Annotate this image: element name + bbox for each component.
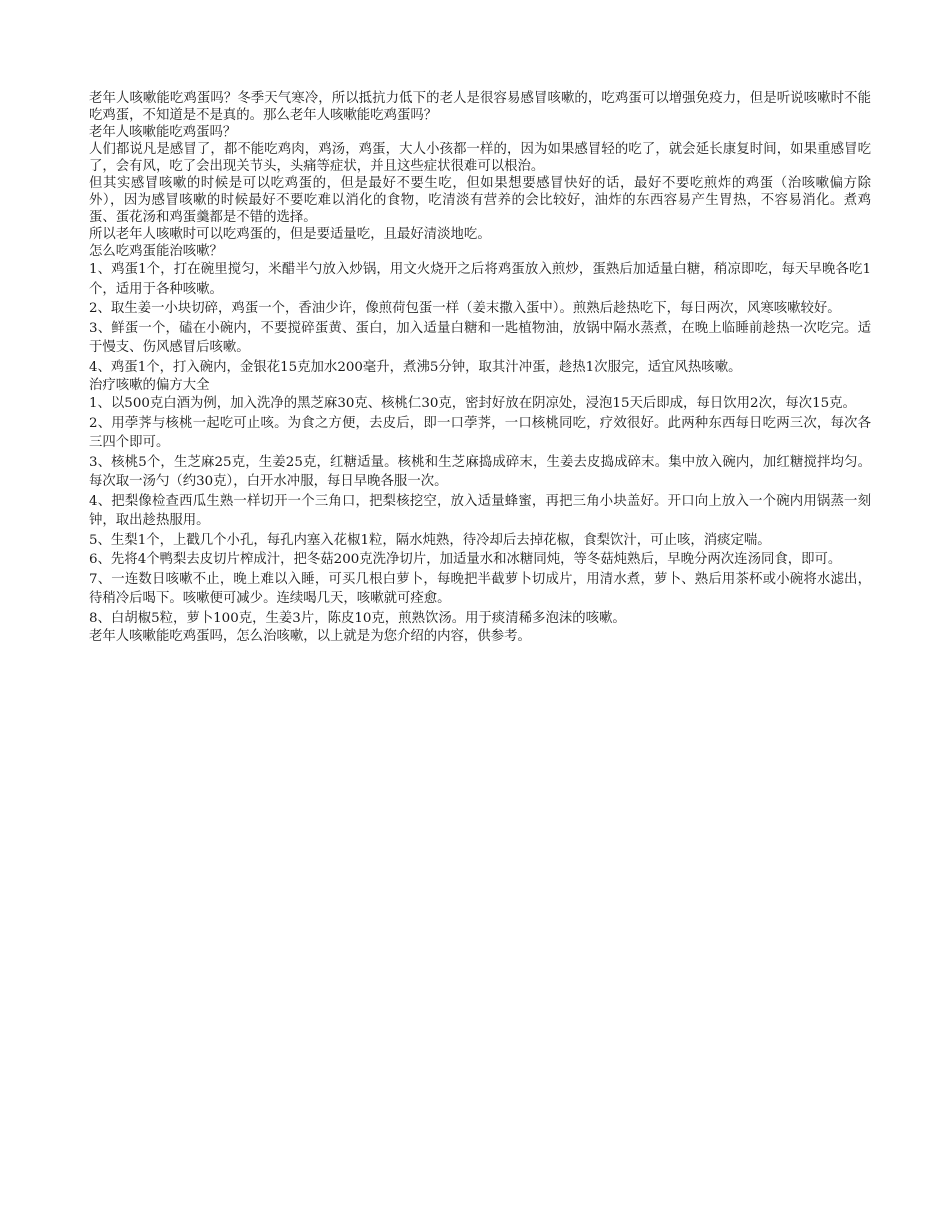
list-item: 2、取生姜一小块切碎，鸡蛋一个，香油少许，像煎荷包蛋一样（姜末撒入蛋中）。煎熟后趁热吃下，每日两次，风寒咳嗽较好。 xyxy=(89,301,841,316)
list-item: 4、鸡蛋1个，打入碗内，金银花15克加水200毫升，煮沸5分钟，取其汁冲蛋，趁热1次服完，适宜风热咳嗽。 xyxy=(89,359,742,375)
closing-paragraph: 老年人咳嗽能吃鸡蛋吗，怎么治咳嗽，以上就是为您介绍的内容，供参考。 xyxy=(89,629,531,644)
list-item: 4、把梨像检查西瓜生熟一样切开一个三角口，把梨核挖空，放入适量蜂蜜，再把三角小块盖好。开口向上放入一个碗内用锅蒸一刻钟，取出趁热服用。 xyxy=(89,493,871,528)
list-item: 7、一连数日咳嗽不止，晚上难以入睡，可买几根白萝卜，每晚把半截萝卜切成片，用清水煮，萝卜、熟后用茶杯或小碗将水滤出，待稍冷后喝下。咳嗽便可减少。连续喝几天，咳嗽就可痊愈。 xyxy=(89,571,871,606)
body-paragraph: 但其实感冒咳嗽的时候是可以吃鸡蛋的，但是最好不要生吃，但如果想要感冒快好的话，最好不要吃煎炸的鸡蛋（治咳嗽偏方除外），因为感冒咳嗽的时候最好不要吃难以消化的食物，吃清淡有营养的会比较好，油炸的东西容易产生胃热，不容易消化。煮鸡蛋、蛋花汤和鸡蛋羹都是不错的选择。 xyxy=(89,176,871,225)
list-item: 1、鸡蛋1个，打在碗里搅匀，米醋半勺放入炒锅，用文火烧开之后将鸡蛋放入煎炒，蛋熟后加适量白糖，稍凉即吃，每天早晚各吃1个，适用于各种咳嗽。 xyxy=(89,262,871,297)
list-item: 8、白胡椒5粒，萝卜100克，生姜3片，陈皮10克，煎熟饮汤。用于痰清稀多泡沫的咳嗽。 xyxy=(89,610,626,626)
list-item: 3、鲜蛋一个，磕在小碗内，不要搅碎蛋黄、蛋白，加入适量白糖和一匙植物油，放锅中隔水蒸煮，在晚上临睡前趁热一次吃完。适于慢支、伤风感冒后咳嗽。 xyxy=(89,320,871,355)
section-heading: 怎么吃鸡蛋能治咳嗽？ xyxy=(89,244,223,259)
body-paragraph: 所以老年人咳嗽时可以吃鸡蛋的，但是要适量吃，且最好清淡地吃。 xyxy=(89,227,491,242)
document-body xyxy=(89,90,871,645)
list-item: 1、以500克白酒为例，加入洗净的黑芝麻30克、核桃仁30克，密封好放在阴凉处，浸泡15天后即成，每日饮用2次，每次15克。 xyxy=(89,396,856,411)
list-item: 2、用荸荠与核桃一起吃可止咳。为食之方便，去皮后，即一口荸荠，一口核桃同吃，疗效很好。此两种东西每日吃两三次，每次各三四个即可。 xyxy=(89,415,871,450)
list-item: 5、生梨1个，上戳几个小孔，每孔内塞入花椒1粒，隔水炖熟，待冷却后去掉花椒，食梨饮汁，可止咳，消痰定喘。 xyxy=(89,532,771,548)
section-heading: 老年人咳嗽能吃鸡蛋吗？ xyxy=(89,125,237,140)
body-paragraph: 人们都说凡是感冒了，都不能吃鸡肉，鸡汤，鸡蛋，大人小孩都一样的，因为如果感冒轻的吃了，就会延长康复时间，如果重感冒吃了，会有风，吃了会出现关节头，头痛等症状，并且这些症状很难可以根治。 xyxy=(89,142,871,174)
list-item: 6、先将4个鸭梨去皮切片榨成汁，把冬菇200克洗净切片，加适量水和冰糖同炖，等冬菇炖熟后，早晚分两次连汤同食，即可。 xyxy=(89,552,842,567)
list-item: 3、核桃5个，生芝麻25克，生姜25克，红糖适量。核桃和生芝麻捣成碎末，生姜去皮捣成碎末。集中放入碗内，加红糖搅拌均匀。每次取一汤勺（约30克），白开水冲服，每日早晚各服一次。 xyxy=(89,454,871,489)
section-heading: 治疗咳嗽的偏方大全 xyxy=(89,378,210,393)
intro-paragraph: 老年人咳嗽能吃鸡蛋吗？冬季天气寒冷，所以抵抗力低下的老人是很容易感冒咳嗽的，吃鸡蛋可以增强免疫力，但是听说咳嗽时不能吃鸡蛋，不知道是不是真的。那么老年人咳嗽能吃鸡蛋吗？ xyxy=(89,91,871,123)
